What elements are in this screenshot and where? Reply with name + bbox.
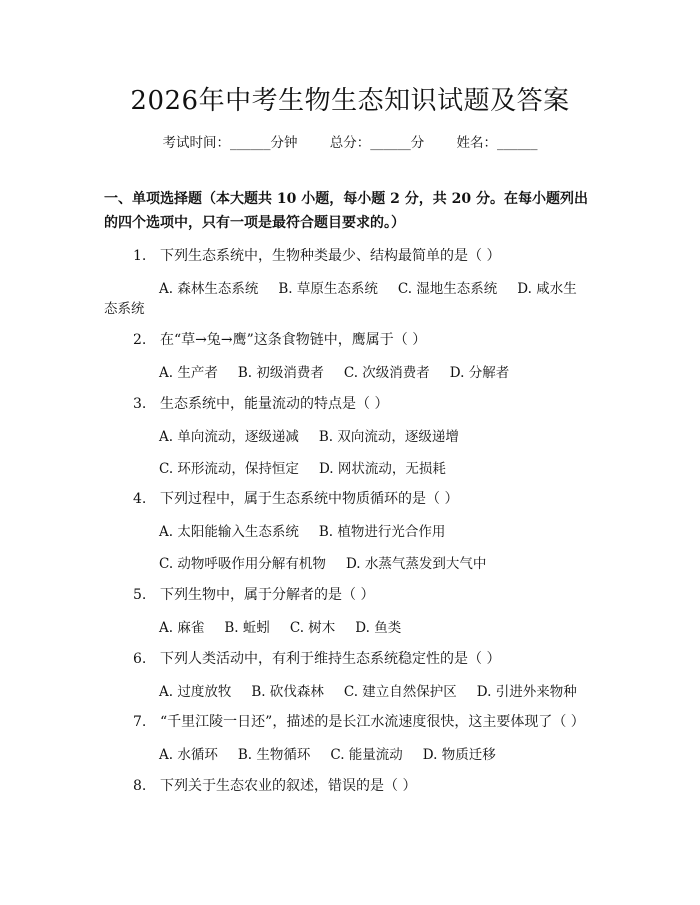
options-5	[159, 616, 401, 636]
option-b: B. 砍伐森林	[251, 684, 324, 700]
option-a: A. 麻雀	[159, 620, 205, 636]
option-b: B. 双向流动，逐级递增	[318, 429, 459, 445]
options-7	[159, 743, 496, 763]
question-1	[133, 245, 500, 265]
options-4-row-1	[159, 520, 445, 540]
option-b: B. 蚯蚓	[224, 620, 270, 636]
question-text: 下列生态系统中，生物种类最少、结构最简单的是（ ）	[160, 248, 501, 264]
question-3	[133, 393, 388, 413]
question-8	[133, 775, 416, 795]
exam-time-field: 考试时间：______分钟	[162, 135, 298, 151]
option-d: D. 物质迁移	[422, 747, 496, 763]
options-3-row-1	[159, 425, 459, 445]
options-4-row-2	[159, 552, 486, 572]
options-2	[159, 361, 509, 381]
option-b: B. 植物进行光合作用	[318, 524, 446, 540]
option-d: D. 咸水生	[517, 281, 577, 297]
question-number: 2.	[133, 332, 147, 348]
question-text: 生态系统中，能量流动的特点是（ ）	[160, 396, 389, 412]
question-text: 下列人类活动中，有利于维持生态系统稳定性的是（ ）	[160, 651, 501, 667]
total-score-field: 总分：______分	[329, 135, 425, 151]
option-c: C. 湿地生态系统	[397, 281, 498, 297]
option-d: D. 网状流动，无损耗	[318, 461, 446, 477]
option-d: D. 水蒸气蒸发到大气中	[345, 556, 487, 572]
question-7	[133, 711, 585, 731]
page-title: 2026年中考生物生态知识试题及答案	[130, 86, 570, 116]
question-5	[133, 584, 374, 604]
question-6	[133, 648, 500, 668]
section-heading: 一、单项选择题（本大题共 10 小题，每小题 2 分，共 20 分。在每小题列出的四个选项中，只有一项是最符合题目要求的。）	[104, 191, 588, 231]
option-c: C. 环形流动，保持恒定	[159, 461, 299, 477]
option-a: A. 单向流动，逐级递减	[159, 429, 299, 445]
question-number: 7.	[133, 714, 147, 730]
option-a: A. 生产者	[159, 365, 218, 381]
exam-meta	[0, 131, 700, 151]
option-c: C. 能量流动	[330, 747, 403, 763]
option-d-wrap: 态系统	[104, 301, 145, 317]
option-d: D. 鱼类	[355, 620, 402, 636]
question-number: 8.	[133, 778, 147, 794]
option-d: D. 分解者	[449, 365, 510, 381]
question-4	[133, 488, 458, 508]
option-b: B. 草原生态系统	[278, 281, 378, 297]
option-a: A. 过度放牧	[159, 684, 232, 700]
question-text: 下列过程中，属于生态系统中物质循环的是（ ）	[160, 491, 459, 507]
question-2	[133, 329, 426, 349]
option-c: C. 动物呼吸作用分解有机物	[159, 556, 326, 572]
question-text: 下列生物中，属于分解者的是（ ）	[160, 587, 375, 603]
option-b: B. 初级消费者	[237, 365, 324, 381]
option-b: B. 生物循环	[237, 747, 311, 763]
question-number: 6.	[133, 651, 147, 667]
question-text: 在“草→兔→鹰”这条食物链中，鹰属于（ ）	[160, 332, 427, 348]
option-c: C. 建立自然保护区	[343, 684, 457, 700]
option-c: C. 次级消费者	[343, 365, 430, 381]
question-number: 3.	[133, 396, 147, 412]
question-text: “千里江陵一日还”，描述的是长江水流速度很快，这主要体现了（ ）	[160, 714, 585, 730]
options-6	[159, 680, 577, 700]
option-a: A. 水循环	[159, 747, 218, 763]
options-1	[159, 277, 577, 297]
option-a: A. 森林生态系统	[159, 281, 259, 297]
question-number: 1.	[133, 248, 147, 264]
option-a: A. 太阳能输入生态系统	[159, 524, 299, 540]
option-d: D. 引进外来物种	[476, 684, 577, 700]
question-number: 4.	[133, 491, 147, 507]
option-c: C. 树木	[289, 620, 336, 636]
options-3-row-2	[159, 457, 446, 477]
question-number: 5.	[133, 587, 147, 603]
question-text: 下列关于生态农业的叙述，错误的是（ ）	[160, 778, 417, 794]
name-field: 姓名：______	[456, 135, 538, 151]
